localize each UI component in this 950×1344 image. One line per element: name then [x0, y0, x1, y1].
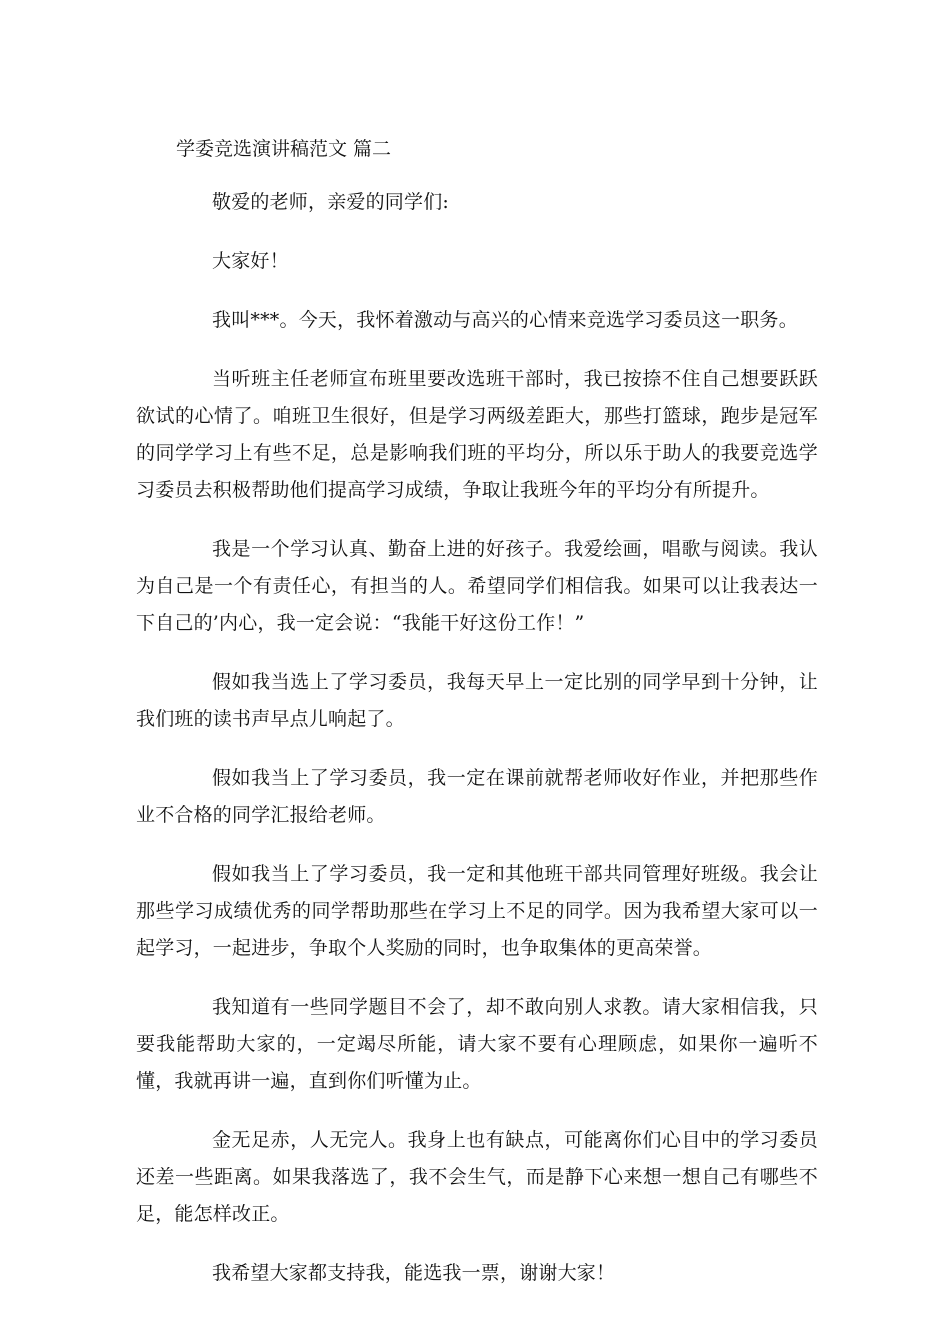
- paragraph-promise-help: 我知道有一些同学题目不会了，却不敢向别人求教。请大家相信我，只要我能帮助大家的，一定竭尽所能，请大家不要有心理顾虑，如果你一遍听不懂，我就再讲一遍，直到你们听懂为止。: [136, 996, 818, 1092]
- paragraph-promise-management: 假如我当上了学习委员，我一定和其他班干部共同管理好班级。我会让那些学习成绩优秀的同学帮助那些在学习上不足的同学。因为我希望大家可以一起学习，一起进步，争取个人奖励的同时，也争取集体的更高荣誉。: [136, 863, 818, 959]
- paragraph-motivation: 当听班主任老师宣布班里要改选班干部时，我已按捺不住自己想要跃跃欲试的心情了。咱班卫生很好，但是学习两级差距大，那些打篮球，跑步是冠军的同学学习上有些不足，总是影响我们班的平均分，所以乐于助人的我要竞选学习委员去积极帮助他们提高学习成绩，争取让我班今年的平均分有所提升。: [136, 368, 818, 501]
- paragraph-promise-homework: 假如我当上了学习委员，我一定在课前就帮老师收好作业，并把那些作业不合格的同学汇报给老师。: [136, 767, 818, 826]
- paragraph-introduction: 我叫***。今天，我怀着激动与高兴的心情来竞选学习委员这一职务。: [212, 309, 798, 331]
- paragraph-salutation: 敬爱的老师，亲爱的同学们:: [212, 191, 450, 213]
- paragraph-self-description: 我是一个学习认真、勤奋上进的好孩子。我爱绘画，唱歌与阅读。我认为自己是一个有责任心，有担当的人。希望同学们相信我。如果可以让我表达一下自己的’内心，我一定会说：“我能干好这份工作！”: [136, 538, 818, 634]
- document-body: [136, 184, 818, 1314]
- paragraph-closing: 我希望大家都支持我，能选我一票，谢谢大家！: [212, 1262, 616, 1284]
- paragraph-greeting: 大家好！: [212, 250, 289, 272]
- paragraph-humility: 金无足赤，人无完人。我身上也有缺点，可能离你们心目中的学习委员还差一些距离。如果我落选了，我不会生气，而是静下心来想一想自己有哪些不足，能怎样改正。: [136, 1129, 818, 1225]
- paragraph-promise-morning: 假如我当选上了学习委员，我每天早上一定比别的同学早到十分钟，让我们班的读书声早点儿响起了。: [136, 671, 818, 730]
- document-title: 学委竞选演讲稿范文 篇二: [176, 138, 392, 160]
